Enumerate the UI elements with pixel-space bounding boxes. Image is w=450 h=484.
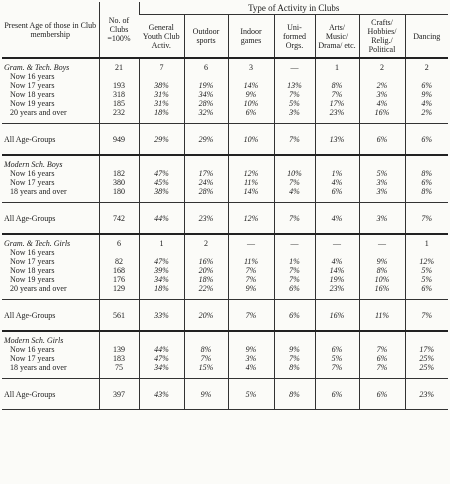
table-row — [2, 354, 448, 363]
empty-cell — [184, 331, 228, 345]
total-percent-cell: 6% — [315, 379, 359, 410]
age-label: 20 years and over — [10, 108, 67, 117]
total-percent-cell: 33% — [139, 300, 184, 332]
total-percent-cell: 7% — [405, 300, 448, 332]
percent-cell: 5% — [315, 354, 359, 363]
percent-cell: 34% — [184, 90, 228, 99]
percent-cell — [405, 72, 448, 81]
percent-cell: 6% — [315, 345, 359, 354]
percent-cell: 25% — [405, 354, 448, 363]
table-row — [2, 284, 448, 293]
clubs-count: 176 — [99, 275, 139, 284]
group-name: Modern Sch. Girls — [2, 331, 99, 345]
total-percent-cell: 43% — [139, 379, 184, 410]
percent-cell: 6% — [315, 187, 359, 196]
clubs-count: 168 — [99, 266, 139, 275]
percent-cell: 6% — [405, 81, 448, 90]
clubs-count: 21 — [99, 58, 139, 72]
percent-cell: 34% — [139, 275, 184, 284]
percent-cell: 6% — [274, 284, 315, 293]
total-percent-cell: 6% — [405, 124, 448, 156]
age-label: Now 16 years — [10, 169, 55, 178]
all-age-groups-row — [2, 300, 448, 332]
percent-cell: 7% — [184, 354, 228, 363]
percent-cell: 4% — [405, 99, 448, 108]
percent-cell: 32% — [184, 108, 228, 117]
percent-cell: 47% — [139, 257, 184, 266]
percent-cell: 31% — [139, 90, 184, 99]
percent-cell: 5% — [359, 169, 405, 178]
percent-cell: 8% — [274, 363, 315, 372]
club-activity-table — [2, 2, 448, 410]
table-row — [2, 248, 448, 257]
count-cell: 1 — [139, 234, 184, 248]
percent-cell: 8% — [405, 169, 448, 178]
clubs-total: 561 — [99, 300, 139, 332]
table-row — [2, 187, 448, 196]
total-percent-cell: 6% — [359, 379, 405, 410]
table-row — [2, 178, 448, 187]
percent-cell — [274, 72, 315, 81]
age-label: Now 19 years — [10, 99, 55, 108]
percent-cell: 34% — [139, 363, 184, 372]
count-cell: 1 — [315, 58, 359, 72]
empty-cell — [228, 331, 274, 345]
total-percent-cell: 16% — [315, 300, 359, 332]
total-percent-cell: 20% — [184, 300, 228, 332]
row-header: Present Age of those in Club membership — [4, 20, 97, 39]
percent-cell: 22% — [184, 284, 228, 293]
table-row — [2, 275, 448, 284]
table-row — [2, 169, 448, 178]
percent-cell — [139, 72, 184, 81]
column-header: Crafts/ Hobbies/ Relig./ Political — [359, 15, 405, 59]
total-percent-cell: 6% — [274, 300, 315, 332]
empty-cell — [139, 331, 184, 345]
percent-cell: 5% — [405, 275, 448, 284]
clubs-count: 193 — [99, 81, 139, 90]
total-percent-cell: 10% — [228, 124, 274, 156]
column-header: Dancing — [405, 15, 448, 59]
percent-cell — [139, 248, 184, 257]
percent-cell: 17% — [405, 345, 448, 354]
total-percent-cell: 13% — [315, 124, 359, 156]
percent-cell: 28% — [184, 99, 228, 108]
group-heading-row — [2, 331, 448, 345]
table-row — [2, 108, 448, 117]
table-row — [2, 257, 448, 266]
empty-cell — [99, 331, 139, 345]
table-row — [2, 266, 448, 275]
percent-cell: 7% — [359, 363, 405, 372]
percent-cell: 23% — [315, 108, 359, 117]
table-row — [2, 345, 448, 354]
percent-cell: 14% — [315, 266, 359, 275]
percent-cell — [184, 72, 228, 81]
percent-cell — [274, 248, 315, 257]
percent-cell — [359, 72, 405, 81]
percent-cell: 7% — [274, 90, 315, 99]
percent-cell: 1% — [274, 257, 315, 266]
percent-cell: 10% — [359, 275, 405, 284]
percent-cell: 7% — [359, 345, 405, 354]
percent-cell: 10% — [228, 99, 274, 108]
column-header: Uni-formed Orgs. — [274, 15, 315, 59]
percent-cell: 9% — [405, 90, 448, 99]
total-percent-cell: 7% — [405, 203, 448, 235]
table-row — [2, 72, 448, 81]
percent-cell — [315, 72, 359, 81]
age-label: 18 years and over — [10, 363, 67, 372]
percent-cell: 38% — [139, 81, 184, 90]
percent-cell: 5% — [274, 99, 315, 108]
percent-cell: 6% — [405, 284, 448, 293]
clubs-count: 6 — [99, 234, 139, 248]
percent-cell: 13% — [274, 81, 315, 90]
percent-cell: 18% — [184, 275, 228, 284]
count-cell: — — [315, 234, 359, 248]
percent-cell: 16% — [184, 257, 228, 266]
percent-cell: 6% — [228, 108, 274, 117]
percent-cell: 1% — [315, 169, 359, 178]
percent-cell: 8% — [184, 345, 228, 354]
percent-cell: 7% — [228, 266, 274, 275]
empty-cell — [405, 155, 448, 169]
percent-cell: 2% — [359, 81, 405, 90]
age-label: Now 17 years — [10, 354, 55, 363]
empty-cell — [405, 331, 448, 345]
total-percent-cell: 12% — [228, 203, 274, 235]
percent-cell: 38% — [139, 187, 184, 196]
percent-cell: 10% — [274, 169, 315, 178]
column-header: Arts/ Music/ Drama/ etc. — [315, 15, 359, 59]
empty-cell — [184, 155, 228, 169]
age-label: Now 17 years — [10, 257, 55, 266]
activity-header: Type of Activity in Clubs — [139, 2, 448, 15]
clubs-count: 185 — [99, 99, 139, 108]
column-header: General Youth Club Activ. — [142, 22, 180, 50]
percent-cell — [228, 72, 274, 81]
empty-cell — [315, 155, 359, 169]
all-age-groups-label: All Age-Groups — [2, 379, 99, 410]
all-age-groups-row — [2, 203, 448, 235]
count-cell: 2 — [184, 234, 228, 248]
count-cell: 7 — [139, 58, 184, 72]
percent-cell: 5% — [405, 266, 448, 275]
empty-cell — [359, 155, 405, 169]
percent-cell: 9% — [228, 284, 274, 293]
percent-cell: 11% — [228, 257, 274, 266]
percent-cell: 7% — [274, 266, 315, 275]
percent-cell: 19% — [184, 81, 228, 90]
empty-cell — [315, 331, 359, 345]
percent-cell: 24% — [184, 178, 228, 187]
percent-cell: 18% — [139, 108, 184, 117]
percent-cell: 2% — [405, 108, 448, 117]
group-name: Gram. & Tech. Boys — [2, 58, 99, 72]
percent-cell: 25% — [405, 363, 448, 372]
count-cell: 6 — [184, 58, 228, 72]
percent-cell: 4% — [274, 187, 315, 196]
percent-cell: 9% — [228, 345, 274, 354]
percent-cell: 12% — [405, 257, 448, 266]
age-label: Now 19 years — [10, 275, 55, 284]
total-percent-cell: 7% — [274, 124, 315, 156]
group-name: Gram. & Tech. Girls — [2, 234, 99, 248]
all-age-groups-label: All Age-Groups — [2, 203, 99, 235]
column-header: Indoor games — [228, 15, 274, 59]
percent-cell: 8% — [315, 81, 359, 90]
percent-cell: 7% — [315, 363, 359, 372]
total-percent-cell: 7% — [228, 300, 274, 332]
table-row — [2, 81, 448, 90]
percent-cell: 16% — [359, 108, 405, 117]
percent-cell: 3% — [359, 187, 405, 196]
percent-cell: 20% — [184, 266, 228, 275]
age-label: Now 18 years — [10, 90, 55, 99]
clubs-count: 75 — [99, 363, 139, 372]
percent-cell: 8% — [405, 187, 448, 196]
table-row — [2, 90, 448, 99]
percent-cell: 4% — [315, 257, 359, 266]
total-percent-cell: 5% — [228, 379, 274, 410]
all-age-groups-label: All Age-Groups — [2, 124, 99, 156]
percent-cell — [184, 248, 228, 257]
count-cell: 2 — [359, 58, 405, 72]
percent-cell: 19% — [315, 275, 359, 284]
clubs-count: 182 — [99, 169, 139, 178]
count-cell: 2 — [405, 58, 448, 72]
clubs-header: No. of Clubs =100% — [99, 2, 139, 58]
percent-cell: 18% — [139, 284, 184, 293]
group-heading-row — [2, 58, 448, 72]
percent-cell: 14% — [228, 187, 274, 196]
clubs-count: 232 — [99, 108, 139, 117]
clubs-count: 139 — [99, 345, 139, 354]
total-percent-cell: 7% — [274, 203, 315, 235]
total-percent-cell: 11% — [359, 300, 405, 332]
group-heading-row — [2, 155, 448, 169]
column-header: Outdoor sports — [184, 15, 228, 59]
count-cell: 3 — [228, 58, 274, 72]
percent-cell: 14% — [228, 81, 274, 90]
empty-cell — [139, 155, 184, 169]
total-percent-cell: 9% — [184, 379, 228, 410]
percent-cell: 17% — [184, 169, 228, 178]
percent-cell: 4% — [359, 99, 405, 108]
percent-cell: 47% — [139, 354, 184, 363]
age-label: Now 17 years — [10, 178, 55, 187]
clubs-total: 949 — [99, 124, 139, 156]
percent-cell: 4% — [228, 363, 274, 372]
total-percent-cell: 29% — [139, 124, 184, 156]
group-heading-row — [2, 234, 448, 248]
count-cell: — — [274, 58, 315, 72]
percent-cell: 6% — [359, 354, 405, 363]
table-row — [2, 99, 448, 108]
group-name: Modern Sch. Boys — [2, 155, 99, 169]
empty-cell — [228, 155, 274, 169]
percent-cell: 3% — [274, 108, 315, 117]
percent-cell: 3% — [359, 90, 405, 99]
percent-cell: 39% — [139, 266, 184, 275]
total-percent-cell: 23% — [184, 203, 228, 235]
percent-cell: 9% — [359, 257, 405, 266]
clubs-count — [99, 72, 139, 81]
empty-cell — [274, 155, 315, 169]
percent-cell: 44% — [139, 345, 184, 354]
empty-cell — [274, 331, 315, 345]
count-cell: 1 — [405, 234, 448, 248]
clubs-count — [99, 248, 139, 257]
percent-cell: 7% — [274, 275, 315, 284]
total-percent-cell: 29% — [184, 124, 228, 156]
percent-cell: 12% — [228, 169, 274, 178]
clubs-count: 183 — [99, 354, 139, 363]
total-percent-cell: 8% — [274, 379, 315, 410]
percent-cell — [359, 248, 405, 257]
age-label: Now 17 years — [10, 81, 55, 90]
percent-cell: 15% — [184, 363, 228, 372]
empty-cell — [359, 331, 405, 345]
clubs-count: 380 — [99, 178, 139, 187]
percent-cell: 17% — [315, 99, 359, 108]
age-label: 20 years and over — [10, 284, 67, 293]
count-cell: — — [228, 234, 274, 248]
age-label: Now 16 years — [10, 72, 55, 81]
percent-cell: 9% — [228, 90, 274, 99]
total-percent-cell: 44% — [139, 203, 184, 235]
percent-cell: 8% — [359, 266, 405, 275]
total-percent-cell: 6% — [359, 124, 405, 156]
percent-cell: 7% — [274, 178, 315, 187]
percent-cell: 11% — [228, 178, 274, 187]
clubs-count: 129 — [99, 284, 139, 293]
all-age-groups-row — [2, 124, 448, 156]
total-percent-cell: 4% — [315, 203, 359, 235]
count-cell: — — [359, 234, 405, 248]
age-label: Now 16 years — [10, 248, 55, 257]
age-label: Now 16 years — [10, 345, 55, 354]
age-label: 18 years and over — [10, 187, 67, 196]
all-age-groups-row — [2, 379, 448, 410]
percent-cell: 45% — [139, 178, 184, 187]
percent-cell: 31% — [139, 99, 184, 108]
percent-cell: 23% — [315, 284, 359, 293]
clubs-total: 742 — [99, 203, 139, 235]
total-percent-cell: 3% — [359, 203, 405, 235]
clubs-count: 82 — [99, 257, 139, 266]
age-label: Now 18 years — [10, 266, 55, 275]
percent-cell: 3% — [228, 354, 274, 363]
table-row — [2, 363, 448, 372]
all-age-groups-label: All Age-Groups — [2, 300, 99, 332]
percent-cell: 28% — [184, 187, 228, 196]
count-cell: — — [274, 234, 315, 248]
clubs-count: 318 — [99, 90, 139, 99]
percent-cell — [228, 248, 274, 257]
clubs-count: 180 — [99, 187, 139, 196]
total-percent-cell: 23% — [405, 379, 448, 410]
empty-cell — [99, 155, 139, 169]
percent-cell: 3% — [359, 178, 405, 187]
percent-cell: 4% — [315, 178, 359, 187]
percent-cell: 7% — [274, 354, 315, 363]
percent-cell: 7% — [228, 275, 274, 284]
clubs-total: 397 — [99, 379, 139, 410]
percent-cell — [405, 248, 448, 257]
percent-cell: 16% — [359, 284, 405, 293]
percent-cell: 9% — [274, 345, 315, 354]
percent-cell: 47% — [139, 169, 184, 178]
percent-cell: 6% — [405, 178, 448, 187]
percent-cell: 7% — [315, 90, 359, 99]
percent-cell — [315, 248, 359, 257]
